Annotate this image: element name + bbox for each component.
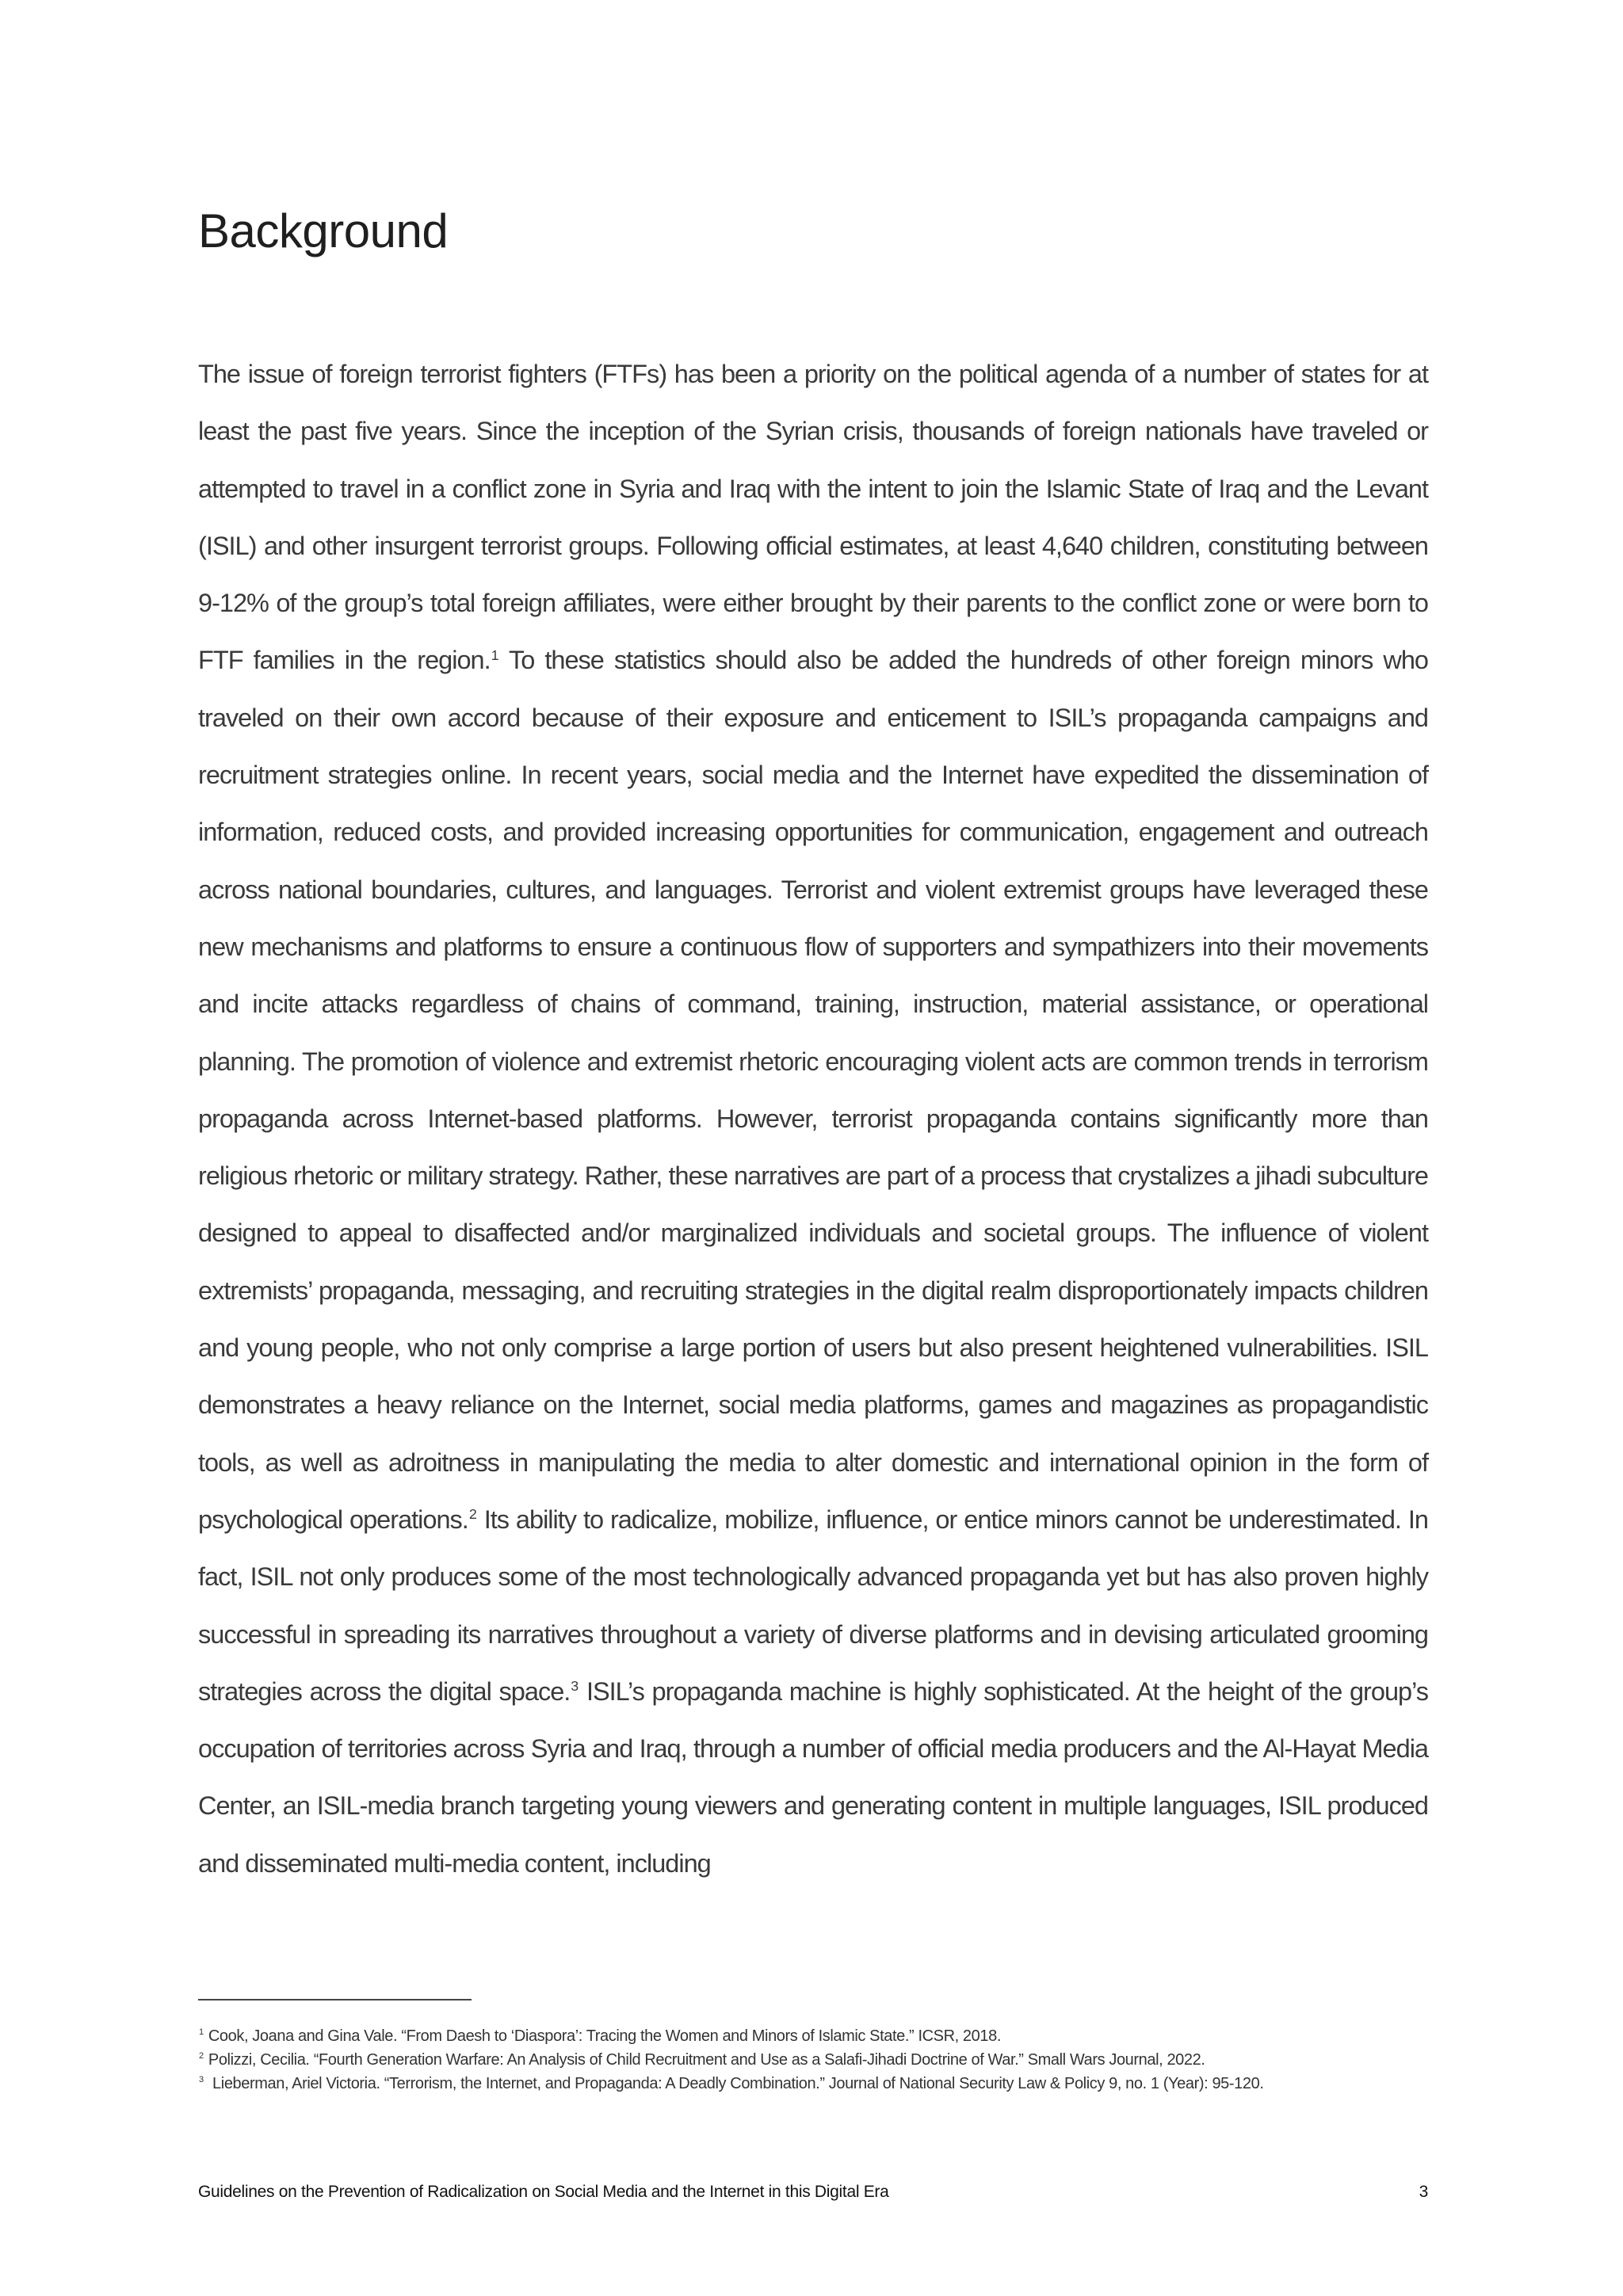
footer-document-title: Guidelines on the Prevention of Radicalization on Social Media and the Internet in this Digital Era [198, 2183, 889, 2201]
section-heading: Background [198, 204, 449, 257]
body-paragraph [198, 345, 1428, 1892]
footnote-text: Lieberman, Ariel Victoria. “Terrorism, the Internet, and Propaganda: A Deadly Combination.” Journal of National Security Law & Policy 9, no. 1 (Year): 95-120. [212, 2075, 1264, 2092]
footnote-ref-1[interactable]: 1 [491, 646, 498, 663]
footnote-ref-2[interactable]: 2 [468, 1506, 476, 1523]
footnote-text: Polizzi, Cecilia. “Fourth Generation Warfare: An Analysis of Child Recruitment and Use as a Salafi-Jihadi Doctrine of War.” Small Wars Journal, 2022. [208, 2051, 1205, 2069]
footnote-number: 1 [199, 2027, 204, 2038]
footnote-divider [198, 1999, 472, 2000]
footnote-ref-3[interactable]: 3 [571, 1678, 579, 1694]
body-text-segment-3: Its ability to radicalize, mobilize, influence, or entice minors cannot be underestimated. In fact, ISIL not only produces some of the most technologically advanced propaganda yet but has also proven highly successful in spreading its narratives throughout a variety of diverse platforms and in devising articulated grooming strategies across the digital space. [198, 1505, 1428, 1706]
footnote-item [198, 2048, 1434, 2072]
footnote-number: 2 [199, 2051, 204, 2061]
footnote-item [198, 2072, 1434, 2096]
body-text-segment-1: The issue of foreign terrorist fighters (FTFs) has been a priority on the political agenda of a number of states for at least the past five years. Since the inception of the Syrian crisis, thousands of foreign nationals have traveled or attempted to travel in a conflict zone in Syria and Iraq with the intent to join the Islamic State of Iraq and the Levant (ISIL) and other insurgent terrorist groups. Following official estimates, at least 4,640 children, constituting between 9-12% of the group’s total foreign affiliates, were either brought by their parents to the conflict zone or were born to FTF families in the region. [198, 360, 1428, 675]
footnotes [198, 2024, 1434, 2096]
footnote-number: 3 [199, 2075, 204, 2085]
body-text-segment-2: To these statistics should also be added the hundreds of other foreign minors who traveled on their own accord because of their exposure and enticement to ISIL’s propaganda campaigns and recruitment strategies online. In recent years, social media and the Internet have expedited the dissemination of information, reduced costs, and provided increasing opportunities for communication, engagement and outreach across national boundaries, cultures, and languages. Terrorist and violent extremist groups have leveraged these new mechanisms and platforms to ensure a continuous flow of supporters and sympathizers into their movements and incite attacks regardless of chains of command, training, instruction, material assistance, or operational planning. The promotion of violence and extremist rhetoric encouraging violent acts are common trends in terrorism propaganda across Internet-based platforms. However, terrorist propaganda contains significantly more than religious rhetoric or military strategy. Rather, these narratives are part of a process that crystalizes a jihadi subculture designed to appeal to disaffected and/or marginalized individuals and societal groups. The influence of violent extremists’ propaganda, messaging, and recruiting strategies in the digital realm disproportionately impacts children and young people, who not only comprise a large portion of users but also present heightened vulnerabilities. ISIL demonstrates a heavy reliance on the Internet, social media platforms, games and magazines as propagandistic tools, as well as adroitness in manipulating the media to alter domestic and international opinion in the form of psychological operations. [198, 646, 1429, 1534]
page-number: 3 [1419, 2183, 1428, 2201]
footnote-item [198, 2024, 1434, 2048]
body-text-segment-4: ISIL’s propaganda machine is highly sophisticated. At the height of the group’s occupation of territories across Syria and Iraq, through a number of official media producers and the Al-Hayat Media Center, an ISIL-media branch targeting young viewers and generating content in multiple languages, ISIL produced and disseminated multi-media content, including [198, 1676, 1428, 1878]
footnote-text: Cook, Joana and Gina Vale. “From Daesh to ‘Diaspora’: Tracing the Women and Minors of Islamic State.” ICSR, 2018. [208, 2027, 1001, 2045]
